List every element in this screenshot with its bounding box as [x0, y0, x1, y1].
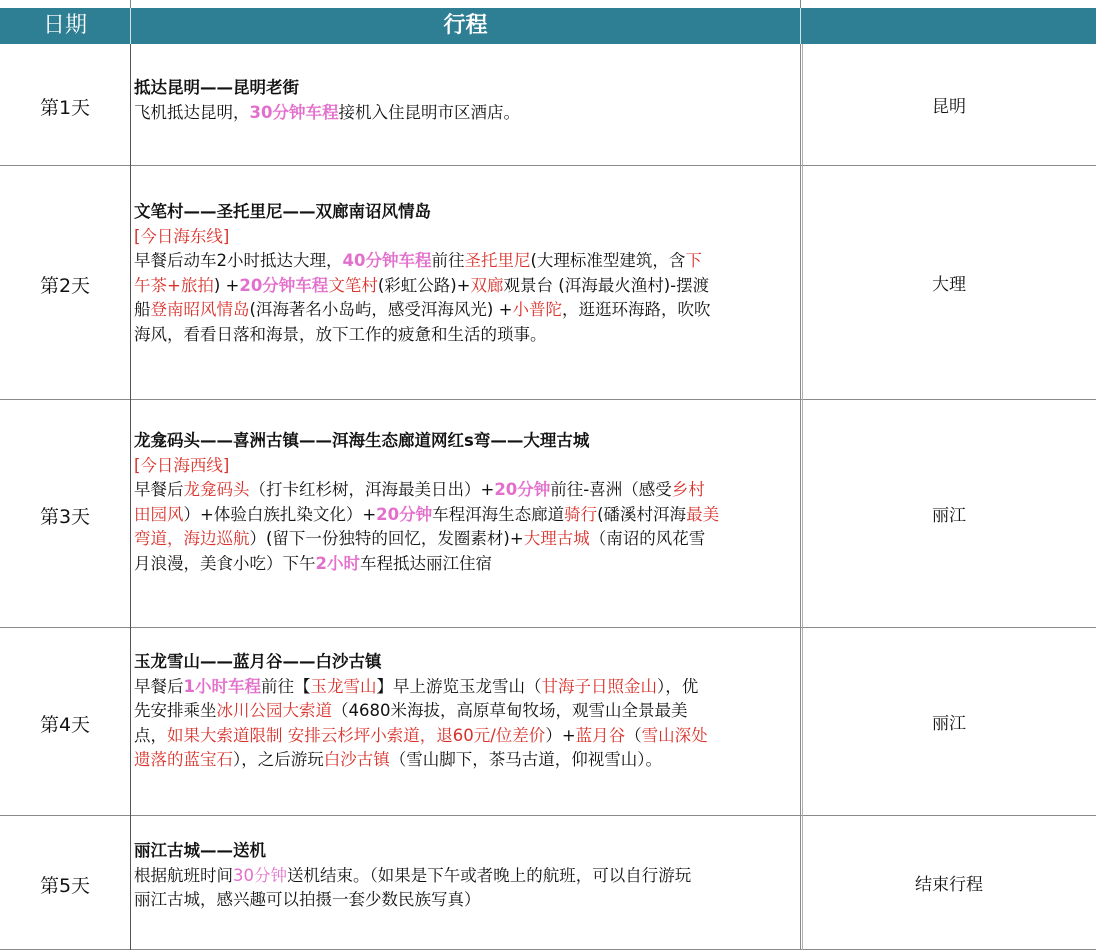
plan-text: 接机入住昆明市区酒店。	[338, 102, 520, 122]
plan-text: 飞机抵达昆明，	[134, 102, 250, 122]
day-label: 第1天	[39, 97, 91, 119]
plan-text: ，逛逛环海路，吹吹	[561, 300, 711, 319]
plan-text: 前往【	[260, 676, 311, 696]
plan-text: 早餐后	[134, 676, 184, 696]
plan-text: (彩虹公路)+	[377, 275, 471, 295]
highlight-text: 最美	[686, 504, 720, 524]
plan-line	[134, 527, 796, 552]
highlight-text: 2小时	[315, 553, 360, 573]
day-label: 第2天	[39, 275, 91, 297]
plan-line	[134, 274, 796, 299]
highlight-text: 冰川公园大索道	[216, 701, 332, 720]
plan-line	[134, 323, 796, 348]
plan-text: 】早上游览玉龙雪山（	[376, 676, 542, 696]
highlight-text: 龙龛码头	[183, 480, 250, 499]
plan-text: ）+体验白族扎染文化）+	[183, 504, 377, 524]
plan-text: （	[625, 725, 642, 745]
plan-line	[134, 699, 796, 724]
highlight-text: 乡村	[671, 480, 705, 499]
city-label: 大理	[932, 275, 966, 295]
highlight-text: 20分钟车程	[239, 275, 329, 295]
plan-text: 早餐后动车2小时抵达大理，	[134, 251, 343, 270]
plan-text: 船	[134, 300, 151, 319]
highlight-text: 如果大索道限制 安排云杉坪小索道，退60元/位差价	[167, 725, 546, 745]
highlight-text: 40分钟车程	[342, 251, 432, 270]
highlight-text: 下	[685, 251, 702, 270]
highlight-text: 登南昭风情岛	[150, 300, 250, 319]
highlight-text: 双廊	[470, 275, 504, 295]
plan-text: 点，	[134, 725, 167, 745]
day-plan	[134, 76, 796, 125]
day-plan	[134, 839, 796, 913]
plan-line	[134, 864, 796, 889]
highlight-text: 大理古城	[523, 529, 590, 548]
itinerary-row	[0, 44, 1096, 166]
highlight-text: 20分钟	[376, 504, 433, 524]
highlight-text: 玉龙雪山	[310, 676, 377, 696]
plan-text: 先安排乘坐	[134, 701, 217, 720]
column-divider	[800, 44, 801, 950]
city-label: 结束行程	[915, 875, 983, 895]
day-label: 第5天	[39, 875, 91, 897]
day-title: 龙龛码头——喜洲古镇——洱海生态廊道网红s弯——大理古城	[134, 431, 590, 450]
plan-line	[134, 888, 796, 913]
day-label: 第3天	[39, 506, 91, 528]
plan-line	[134, 675, 796, 700]
highlight-text: 白沙古镇	[323, 750, 390, 769]
highlight-text: 骑行	[564, 504, 598, 524]
highlight-text: 遗落的蓝宝石	[134, 750, 233, 769]
plan-text: ）(留下一份独特的回忆，发圈素材)+	[249, 529, 524, 548]
plan-text: (磻溪村洱海	[597, 504, 687, 524]
plan-line	[134, 249, 796, 274]
day-plan	[134, 429, 796, 576]
day-plan	[134, 200, 796, 347]
plan-text: 月浪漫，美食小吃）下午	[134, 553, 316, 573]
plan-text: ) +	[213, 275, 240, 295]
day-title: 丽江古城——送机	[134, 841, 266, 860]
city-label: 丽江	[932, 714, 966, 734]
route-tag: [今日海西线]	[134, 455, 230, 475]
header-city	[801, 8, 1096, 44]
plan-text: 车程洱海生态廊道	[432, 504, 565, 524]
city-label: 昆明	[932, 97, 966, 117]
plan-text: （打卡红杉树，洱海最美日出）+	[249, 480, 495, 499]
plan-text: 早餐后	[134, 480, 184, 499]
highlight-text: 文笔村	[328, 275, 378, 295]
highlight-text: 午茶+旅拍	[134, 275, 214, 295]
plan-text: (大理标准型建筑，含	[530, 251, 686, 270]
highlight-text: 田园风	[134, 504, 184, 524]
plan-text: 前往-喜洲（感受	[550, 480, 672, 499]
highlight-text: 20分钟	[494, 480, 551, 499]
column-divider	[802, 44, 803, 950]
header-itinerary: 行程	[443, 13, 488, 38]
plan-text: (洱海著名小岛屿，感受洱海风光) +	[249, 300, 513, 319]
highlight-text: 雪山深处	[641, 725, 708, 745]
plan-line	[134, 724, 796, 749]
day-title: 玉龙雪山——蓝月谷——白沙古镇	[134, 652, 382, 671]
plan-text: （南诏的风花雪	[589, 529, 706, 548]
plan-text: 丽江古城，感兴趣可以拍摄一套少数民族写真）	[134, 890, 481, 909]
plan-text: ）+	[545, 725, 576, 745]
plan-text: 车程抵达丽江住宿	[359, 553, 492, 573]
highlight-text: 弯道，海边巡航	[134, 529, 250, 548]
day-title: 抵达昆明——昆明老街	[134, 78, 299, 97]
highlight-text: 圣托里尼	[464, 251, 531, 270]
plan-line	[134, 101, 796, 126]
itinerary-row	[0, 400, 1096, 628]
plan-text: 海风，看看日落和海景，放下工作的疲惫和生活的琐事。	[134, 324, 547, 344]
column-divider	[130, 44, 131, 950]
plan-line	[134, 503, 796, 528]
highlight-text: 1小时车程	[183, 676, 261, 696]
itinerary-row	[0, 816, 1096, 950]
day-title: 文笔村——圣托里尼——双廊南诏风情岛	[134, 202, 431, 221]
plan-line	[134, 478, 796, 503]
itinerary-row	[0, 166, 1096, 400]
highlight-text: 小普陀	[512, 300, 562, 319]
table-header	[0, 8, 1096, 44]
plan-line	[134, 748, 796, 773]
plan-text: 送机结束。（如果是下午或者晚上的航班，可以自行游玩	[287, 865, 692, 885]
itinerary-row	[0, 628, 1096, 816]
highlight-text: 30分钟	[233, 865, 287, 885]
plan-text: 根据航班时间	[134, 865, 233, 885]
plan-line	[134, 298, 796, 323]
plan-line	[134, 552, 796, 577]
plan-text: （雪山脚下，茶马古道，仰视雪山）。	[389, 750, 662, 769]
highlight-text: 蓝月谷	[575, 725, 626, 745]
day-plan	[134, 650, 796, 773]
plan-text: 观景台 (洱海最火渔村)-摆渡	[503, 275, 710, 295]
header-date: 日期	[42, 13, 87, 38]
city-label: 丽江	[932, 506, 966, 526]
highlight-text: 甘海子日照金山	[541, 676, 657, 696]
highlight-text: 30分钟车程	[249, 102, 339, 122]
plan-text: ），优	[656, 676, 699, 696]
plan-text: （4680米海拔，高原草甸牧场，观雪山全景最美	[332, 701, 688, 720]
day-label: 第4天	[39, 714, 91, 736]
route-tag: [今日海东线]	[134, 226, 230, 246]
plan-text: 前往	[431, 251, 465, 270]
plan-text: ），之后游玩	[233, 750, 324, 769]
